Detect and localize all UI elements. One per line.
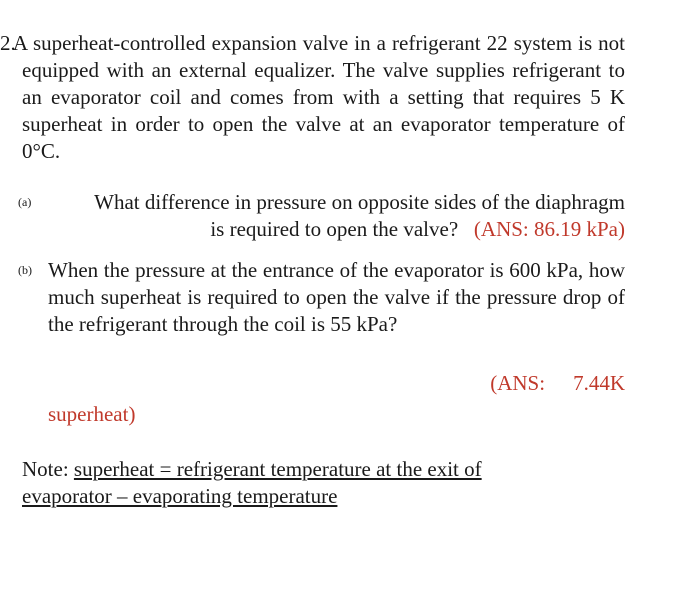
part-a: [18, 189, 625, 243]
part-b-text: When the pressure at the entrance of the evaporator is 600 kPa, how much superheat is required to open the valve if the pressure drop of the refrigerant through the coil is 55 kPa?: [48, 258, 625, 336]
part-b-answer-suffix: superheat): [48, 402, 136, 426]
problem-block: [0, 30, 625, 510]
problem-stem-text: A superheat-controlled expansion valve in a refrigerant 22 system is not equipped with an external equalizer. The valve supplies refrigerant to an evaporator coil and comes from with a setting that requires 5 K superheat in order to open the valve at an evaporator temperature of 0°C.: [12, 31, 625, 163]
part-a-text-line2: is required to open the valve?: [210, 217, 459, 241]
problem-number: 2.: [0, 31, 16, 55]
part-b-answer-line: [0, 370, 625, 397]
part-b-answer-value: 7.44K: [573, 371, 625, 395]
part-a-question: [48, 189, 625, 243]
part-a-answer: (ANS: 86.19 kPa): [473, 217, 625, 241]
part-a-label: (a): [18, 195, 32, 209]
note-label: Note:: [22, 457, 69, 481]
part-b-answer-prefix: (ANS:: [490, 371, 546, 395]
part-a-text-line1: What difference in pressure on opposite sides of the diaphragm: [94, 190, 625, 214]
problem-stem: [0, 30, 625, 165]
note-definition: superheat = refrigerant temperature at the exit of evaporator – evaporating temperature: [22, 457, 482, 508]
note-block: [22, 456, 552, 510]
part-b-label: (b): [18, 263, 32, 277]
part-b: [18, 257, 625, 338]
